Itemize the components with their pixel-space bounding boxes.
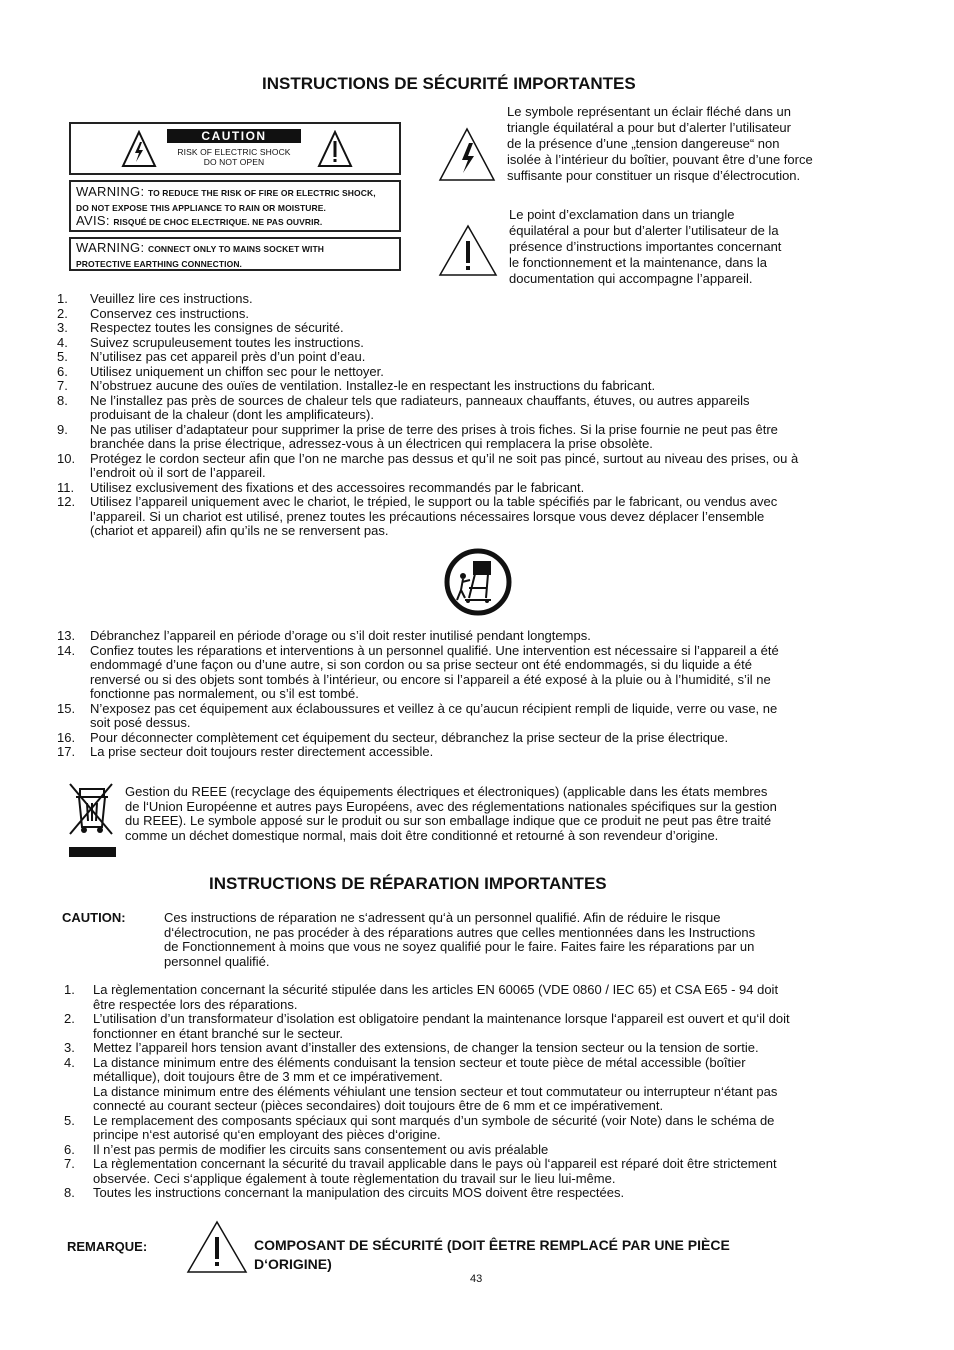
list-item <box>64 1056 894 1114</box>
list-item <box>57 629 887 644</box>
list-item-number: 3. <box>64 1040 75 1055</box>
risk-line-1: RISK OF ELECTRIC SHOCK <box>177 147 291 157</box>
list-item-number: 2. <box>57 305 68 321</box>
list-item-line: Utilisez uniquement un chiffon sec pour le nettoyer. <box>90 363 384 379</box>
list-item-number: 2. <box>64 1011 75 1026</box>
remarque-label: REMARQUE: <box>67 1239 148 1254</box>
list-item-number: 3. <box>57 320 68 335</box>
list-item <box>64 1143 894 1158</box>
earthing-line-1: WARNING: CONNECT ONLY TO MAINS SOCKET WITH <box>76 240 324 255</box>
lightning-triangle-icon <box>121 130 157 168</box>
list-item-line: l’appareil. Si un chariot est utilisé, prenez toutes les précautions nécessaires lorsque vous devez déplacer l’ensemble <box>90 508 765 524</box>
cart-tip-over-icon <box>441 548 515 616</box>
repair-list <box>64 983 894 1201</box>
list-item <box>57 307 887 322</box>
list-item-number: 8. <box>64 1185 75 1200</box>
list-item-line: L’utilisation d’un transformateur d’isolation est obligatoire pendant la maintenance lorsque l‘appareil est ouvert et qu‘il doit <box>93 1011 790 1026</box>
list-item <box>57 292 887 307</box>
list-item <box>57 731 887 746</box>
list-item-line: métallique), doit toujours être de 3 mm et ce impérativement. <box>93 1069 443 1084</box>
list-item-line: Débranchez l’appareil en période d’orage ou s’il doit rester inutilisé pendant longtemps. <box>90 628 591 643</box>
remarque-text: COMPOSANT DE SÉCURITÉ (DOIT ÊETRE REMPLACÉ PAR UNE PIÈCE D‘ORIGINE) <box>254 1237 730 1272</box>
list-item-line: Utilisez exclusivement des fixations et des accessoires recommandés par le fabricant. <box>90 479 585 495</box>
list-item-line: Ne l’installez pas près de sources de chaleur tels que radiateurs, panneaux chauffants, étuves, ou autres appareils <box>90 392 750 408</box>
list-item <box>57 423 887 452</box>
list-item-line: N’utilisez pas cet appareil près d’un point d’eau. <box>90 349 366 364</box>
warning-line-2: DO NOT EXPOSE THIS APPLIANCE TO RAIN OR MOISTURE. <box>76 203 327 213</box>
list-item-number: 12. <box>57 494 76 509</box>
safety-title: INSTRUCTIONS DE SÉCURITÉ IMPORTANTES <box>262 74 636 93</box>
list-item <box>57 394 887 423</box>
earthing-line-2: PROTECTIVE EARTHING CONNECTION. <box>76 259 243 269</box>
list-item-number: 17. <box>57 744 76 759</box>
list-item <box>64 983 894 1012</box>
list-item <box>64 1041 894 1056</box>
list-item-line: N’obstruez aucune des ouïes de ventilation. Installez-le en respectant les instructions du fabricant. <box>90 378 656 393</box>
list-item-line: observée. Ceci s‘applique également à toute règlementation du travail sur le lieu lui-même. <box>93 1170 616 1186</box>
list-item-line: Respectez toutes les consignes de sécurité. <box>90 320 344 335</box>
list-item-number: 14. <box>57 642 76 658</box>
risk-line-2: DO NOT OPEN <box>203 157 265 167</box>
list-item-line: Ne pas utiliser d’adaptateur pour supprimer la prise de terre des prises à trois fiches. Si la prise fournie ne peut pas être <box>90 421 778 437</box>
list-item <box>57 452 887 481</box>
safety-list-b <box>57 629 887 760</box>
list-item-line: connecté au courant secteur (pièces secondaires) doit toujours être de 6 mm et ce impérativement. <box>93 1098 664 1113</box>
list-item-line: renversé ou si des objets sont tombés à l’intérieur, ou encore si l’appareil a été exposé à la pluie ou à l’humidité, s’il ne <box>90 671 771 687</box>
list-item-number: 4. <box>64 1054 75 1070</box>
list-item-number: 15. <box>57 700 76 716</box>
list-item-line: Confiez toutes les réparations et interventions à un personnel qualifié. Une intervention est nécessaire si l’appareil a été <box>90 642 779 658</box>
remarque-exclamation-icon <box>186 1220 248 1274</box>
list-item-line: être respectée lors des réparations. <box>93 996 298 1012</box>
list-item <box>57 321 887 336</box>
list-item-number: 1. <box>57 291 68 306</box>
list-item-number: 1. <box>64 982 75 997</box>
list-item-line: Pour déconnecter complètement cet équipement du secteur, débranchez la prise secteur de la prise électrique. <box>90 729 729 745</box>
repair-caution-text: Ces instructions de réparation ne s‘adressent qu‘à un personnel qualifié. Afin de réduire le risque d‘électrocution, ne pas procéder à des réparations autres que celles mentionnées dans les Instructions de Fonctionnement à moins que vous ne soyez qualifié pour le faire. Faites faire les réparations par un personnel qualifié. <box>164 910 756 969</box>
list-item-line: Protégez le cordon secteur afin que l’on ne marche pas dessus et qu’il ne soit pas pincé, surtout au niveau des prises, ou à <box>90 450 799 466</box>
list-item-line: produisant de la chaleur (dont les amplificateurs). <box>90 407 374 422</box>
list-item <box>64 1012 894 1041</box>
list-item-line: Toutes les instructions concernant la manipulation des circuits MOS doivent être respectées. <box>93 1185 625 1200</box>
list-item-number: 4. <box>57 334 68 350</box>
warning-line-1: WARNING: TO REDUCE THE RISK OF FIRE OR ELECTRIC SHOCK, <box>76 184 376 199</box>
list-item <box>57 350 887 365</box>
list-item-number: 10. <box>57 450 76 466</box>
list-item <box>64 1157 894 1186</box>
repair-caution-label: CAUTION: <box>62 910 126 925</box>
list-item-line: La prise secteur doit toujours rester directement accessible. <box>90 744 434 759</box>
lightning-description: Le symbole représentant un éclair fléché dans un triangle équilatéral a pour but d’alerter l’utilisateur de la présence d’une „tension dangereuse“ non isolée à l’intérieur du boîtier, pouvant être d’une force suffisante pour constituer un risque d’électrocution. <box>507 104 813 183</box>
exclamation-triangle-icon <box>317 130 353 168</box>
weee-text: Gestion du REEE (recyclage des équipements électriques et électroniques) (applicable dans les états membres de l‘Union Européenne et autres pays Européens, avec des réglementations nationales spécifiques sur la gestion du REEE). Le symbole apposé sur le produit ou sur son emballage indique que ce produit ne peut pas être traité comme un déchet domestique normal, mais doit être conditionné et retourné à son revendeur d’origine. <box>125 784 777 843</box>
list-item-line: Conservez ces instructions. <box>90 305 249 321</box>
list-item-line: Il n’est pas permis de modifier les circuits sans consentement ou avis préalable <box>93 1141 549 1157</box>
list-item-number: 16. <box>57 729 76 745</box>
list-item-line: La distance minimum entre des éléments conduisant la tension secteur et toute pièce de métal accessible (boîtier <box>93 1054 746 1070</box>
safety-list-a <box>57 292 887 539</box>
list-item <box>57 495 887 539</box>
list-item-line: l’endroit où il sort de l’appareil. <box>90 465 266 480</box>
list-item-line: La règlementation concernant la sécurité stipulée dans les articles EN 60065 (VDE 0860 / IEC 65) et CSA E65 - 94 doit <box>93 982 779 997</box>
list-item <box>57 745 887 760</box>
list-item-number: 11. <box>57 479 75 495</box>
list-item-number: 5. <box>64 1112 75 1128</box>
warning-avis-box <box>69 180 401 232</box>
list-item-line: Veuillez lire ces instructions. <box>90 291 253 306</box>
list-item-line: endommagé d’une façon ou d’une autre, si son cordon ou sa prise secteur ont été endommagés, si du liquide a été <box>90 657 752 672</box>
list-item-line: La règlementation concernant la sécurité du travail applicable dans le pays où l‘appareil est réparé doit être strictement <box>93 1156 777 1171</box>
list-item-number: 7. <box>64 1156 75 1171</box>
list-item-number: 6. <box>57 363 68 379</box>
list-item-number: 8. <box>57 392 68 408</box>
page-number: 43 <box>470 1273 483 1285</box>
list-item <box>57 365 887 380</box>
caution-label-box <box>69 122 401 175</box>
list-item <box>57 481 887 496</box>
list-item-line: soit posé dessus. <box>90 715 191 730</box>
list-item-line: branchée dans la prise électrique, adressez-vous à un électricen qui remplacera la prise obsolète. <box>90 436 653 451</box>
list-item-line: fonctionner en étant branché sur le secteur. <box>93 1025 344 1041</box>
list-item <box>57 702 887 731</box>
list-item-line: N’exposez pas cet équipement aux éclaboussures et veillez à ce qu’aucun récipient rempli de liquide, verre ou vase, ne <box>90 700 778 716</box>
list-item <box>57 336 887 351</box>
lightning-symbol-icon <box>438 127 496 182</box>
list-item-line: Mettez l’appareil hors tension avant d’installer des extensions, de changer la tension secteur ou la tension de sortie. <box>93 1040 759 1055</box>
list-item <box>64 1186 894 1201</box>
list-item-line: Suivez scrupuleusement toutes les instructions. <box>90 334 364 350</box>
list-item-number: 6. <box>64 1141 75 1157</box>
list-item-line: (chariot et appareil) afin qu’ils ne se renversent pas. <box>90 523 389 538</box>
repair-title: INSTRUCTIONS DE RÉPARATION IMPORTANTES <box>209 874 607 893</box>
list-item <box>64 1114 894 1143</box>
avis-line: AVIS: RISQUÉ DE CHOC ELECTRIQUE. NE PAS OUVRIR. <box>76 213 323 228</box>
list-item-line: Utilisez l’appareil uniquement avec le chariot, le trépied, le support ou la table spécifiés par le fabricant, ou vendus avec <box>90 494 778 509</box>
list-item-number: 5. <box>57 349 68 364</box>
list-item <box>57 644 887 702</box>
exclamation-description: Le point d’exclamation dans un triangle équilatéral a pour but d’alerter l’utilisateur de la présence d’instructions importantes concernant le fonctionnement et la maintenance, dans la documentation qui accompagne l’appareil. <box>509 207 782 286</box>
list-item <box>57 379 887 394</box>
exclamation-symbol-icon <box>438 224 498 277</box>
list-item-line: La distance minimum entre des éléments véhiulant une tension secteur et tout commutateur ou interrupteur n‘étant pas <box>93 1083 778 1099</box>
list-item-line: principe n‘est autorisé qu‘en employant des pièces d‘origine. <box>93 1127 441 1142</box>
caution-word: CAUTION <box>167 129 301 143</box>
weee-bin-icon <box>67 779 117 859</box>
list-item-number: 7. <box>57 378 68 393</box>
list-item-number: 13. <box>57 628 76 643</box>
list-item-number: 9. <box>57 421 68 437</box>
list-item-line: Le remplacement des composants spéciaux qui sont marqués d’un symbole de sécurité (voir Note) dans le schéma de <box>93 1112 775 1128</box>
list-item-line: fonctionne pas normalement, ou s’il est tombé. <box>90 686 359 701</box>
warning-earthing-box <box>69 237 401 271</box>
